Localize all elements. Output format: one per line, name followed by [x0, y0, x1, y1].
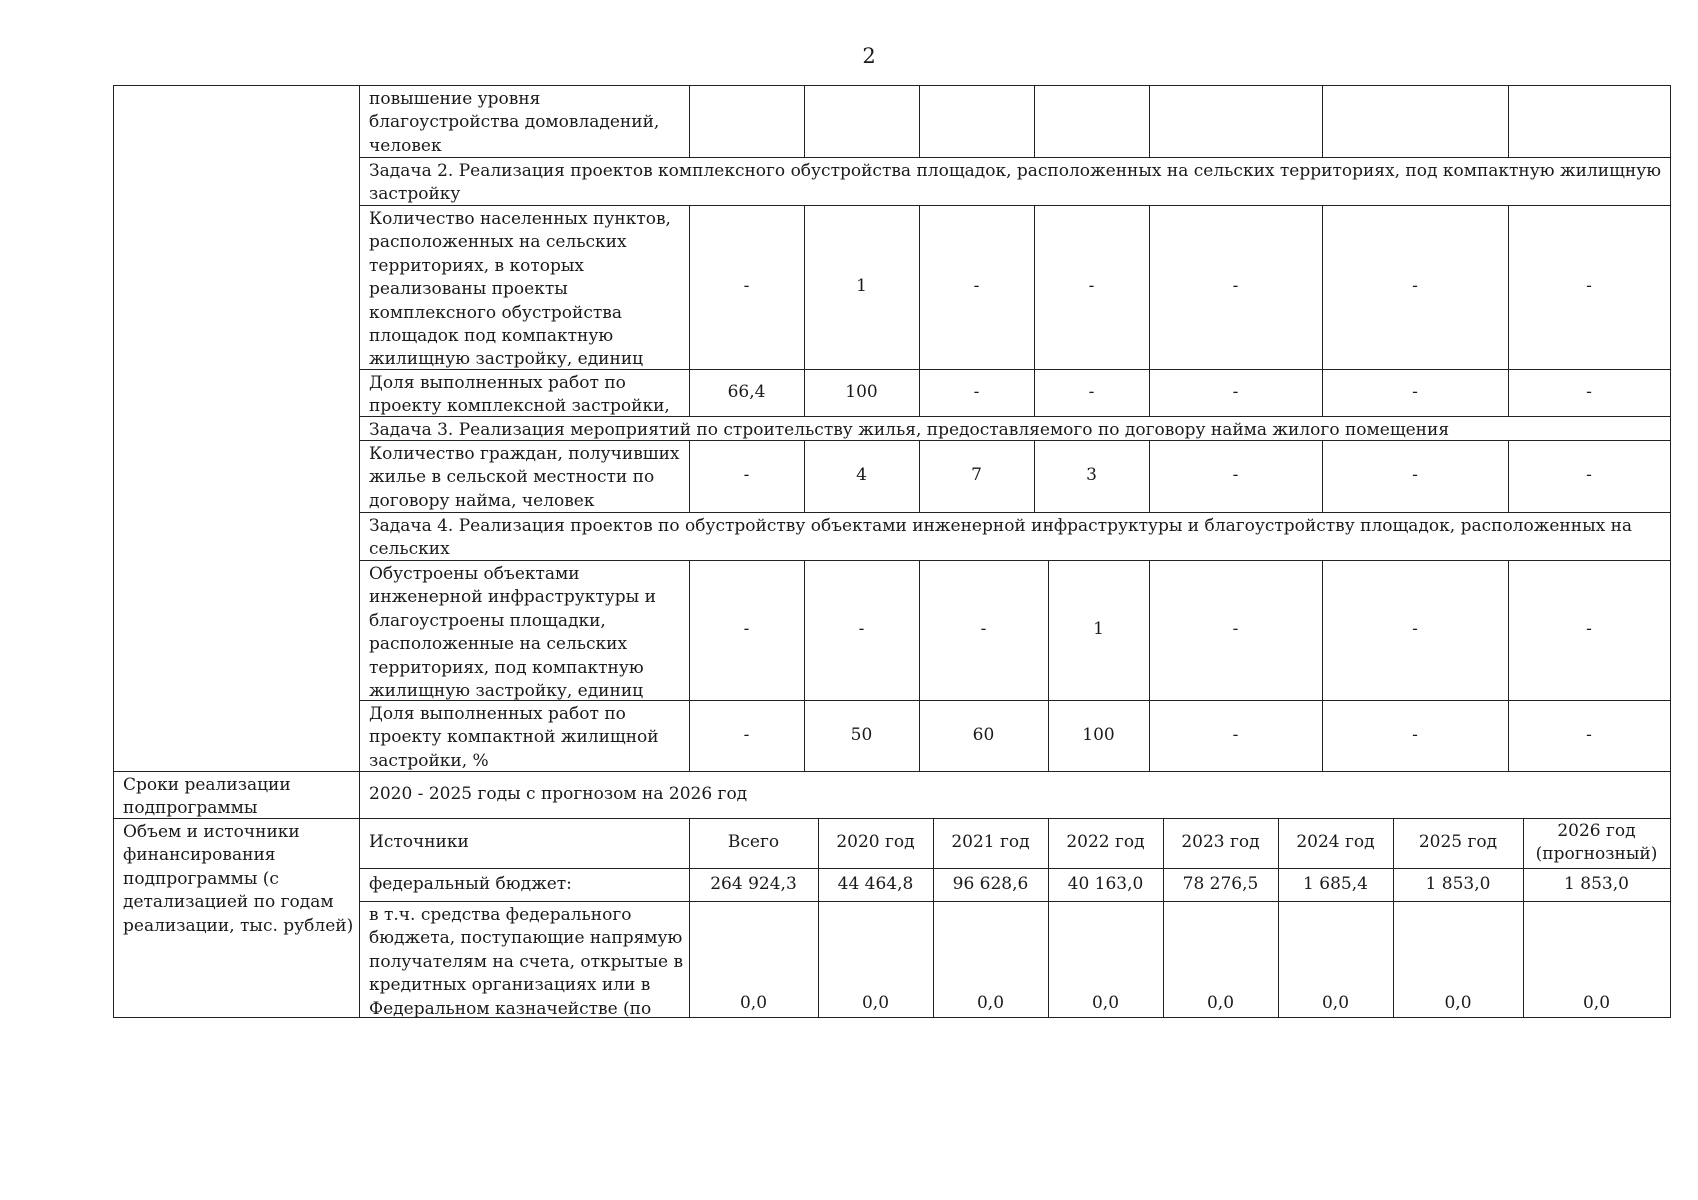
- citizens-value: -: [1412, 465, 1418, 486]
- table-border: [1034, 85, 1035, 157]
- settlements-value: -: [1232, 276, 1239, 297]
- year-header: Всего: [727, 832, 780, 853]
- indicator-settlements-label: Количество населенных пунктов, расположенных на сельских территориях, в которых реализованы проекты комплексного обустройства площадок под компактную жилищную застройку, единиц: [369, 209, 671, 369]
- federal-budget-value: 1 685,4: [1303, 873, 1368, 894]
- compact-share-value: -: [1412, 724, 1418, 745]
- table-border: [113, 85, 1671, 86]
- federal-budget-label: федеральный бюджет:: [369, 873, 572, 894]
- compact-share-value: -: [1586, 724, 1592, 745]
- year-header: 2021 год: [951, 832, 1030, 853]
- terms-label: Сроки реализации подпрограммы: [123, 775, 291, 818]
- sites-value: -: [980, 619, 987, 640]
- terms-value: 2020 - 2025 годы с прогнозом на 2026 год: [369, 783, 748, 804]
- indicator-sites-label: Обустроены объектами инженерной инфраструктуры и благоустроены площадки, расположенные на сельских территориях, под компактную жилищную застройку, единиц: [369, 564, 656, 700]
- table-border: [919, 85, 920, 157]
- sites-value: -: [1412, 619, 1418, 640]
- indicator-compact-share-label: Доля выполненных работ по проекту компактной жилищной застройки, %: [369, 704, 659, 771]
- year-header: 2022 год: [1066, 832, 1145, 853]
- indicator-citizens-label: Количество граждан, получивших жилье в сельской местности по договору найма, человек: [369, 444, 680, 511]
- direct-funds-label: в т.ч. средства федерального бюджета, поступающие напрямую получателям на счета, открытые в кредитных организациях или в Федеральном казначействе (по: [369, 905, 684, 1017]
- citizens-value: -: [743, 465, 750, 486]
- year-header: 2026 год (прогнозный): [1535, 820, 1658, 864]
- direct-funds-value: 0,0: [1321, 992, 1350, 1013]
- complex-share-value: -: [1232, 381, 1239, 402]
- direct-funds-value: 0,0: [976, 992, 1005, 1013]
- complex-share-value: -: [1412, 381, 1418, 402]
- table-border: [804, 85, 805, 157]
- federal-budget-value: 96 628,6: [952, 873, 1029, 894]
- indicator-improvement-label: повышение уровня благоустройства домовладений, человек: [369, 89, 660, 156]
- indicator-complex-share-label: Доля выполненных работ по проекту комплексной застройки,: [369, 373, 670, 416]
- complex-share-value: -: [973, 381, 980, 402]
- settlements-value: -: [1088, 276, 1095, 297]
- page-number: 2: [862, 44, 876, 68]
- settlements-value: -: [973, 276, 980, 297]
- citizens-value: -: [1586, 465, 1592, 486]
- citizens-value: 3: [1086, 465, 1097, 486]
- table-border: [689, 85, 690, 157]
- settlements-value: 1: [856, 276, 867, 297]
- task-4-heading: Задача 4. Реализация проектов по обустройству объектами инженерной инфраструктуры и благоустройству площадок, расположенных на сельских: [369, 516, 1633, 560]
- federal-budget-value: 1 853,0: [1425, 873, 1491, 894]
- settlements-value: -: [1412, 276, 1418, 297]
- year-header: 2025 год: [1418, 832, 1498, 853]
- sites-value: -: [743, 619, 750, 640]
- table-border: [113, 1017, 1671, 1018]
- year-header: 2023 год: [1181, 832, 1260, 853]
- compact-share-value: 50: [850, 724, 873, 745]
- table-border: [1508, 85, 1509, 157]
- complex-share-value: 66,4: [727, 381, 766, 402]
- year-header: 2024 год: [1296, 832, 1375, 853]
- sites-value: -: [1586, 619, 1592, 640]
- task-2-heading: Задача 2. Реализация проектов комплексного обустройства площадок, расположенных на сельских территориях, под компактную жилищную застройку: [369, 161, 1662, 205]
- sites-value: 1: [1093, 619, 1104, 640]
- header-sources: Источники: [369, 832, 469, 853]
- federal-budget-value: 264 924,3: [710, 873, 797, 894]
- direct-funds-value: 0,0: [861, 992, 890, 1013]
- compact-share-value: 100: [1082, 724, 1115, 745]
- citizens-value: 4: [856, 465, 867, 486]
- complex-share-value: -: [1586, 381, 1592, 402]
- citizens-value: -: [1232, 465, 1239, 486]
- complex-share-value: 100: [845, 381, 878, 402]
- complex-share-value: -: [1088, 381, 1095, 402]
- table-border: [1322, 85, 1323, 157]
- federal-budget-value: 40 163,0: [1067, 873, 1144, 894]
- year-header: 2020 год: [836, 832, 915, 853]
- financing-label: Объем и источники финансирования подпрограммы (с детализацией по годам реализации, тыс. рублей): [123, 822, 354, 936]
- task-3-heading: Задача 3. Реализация мероприятий по строительству жилья, предоставляемого по договору найма жилого помещения: [369, 420, 1450, 440]
- settlements-value: -: [1586, 276, 1592, 297]
- federal-budget-value: 44 464,8: [837, 873, 914, 894]
- sites-value: -: [1232, 619, 1239, 640]
- table-border: [1670, 85, 1671, 1017]
- table-border: [1149, 85, 1150, 157]
- compact-share-value: -: [743, 724, 750, 745]
- direct-funds-value: 0,0: [1091, 992, 1120, 1013]
- direct-funds-value: 0,0: [1206, 992, 1235, 1013]
- compact-share-value: -: [1232, 724, 1239, 745]
- direct-funds-value: 0,0: [1444, 992, 1472, 1013]
- citizens-value: 7: [971, 465, 982, 486]
- direct-funds-value: 0,0: [1582, 992, 1611, 1013]
- direct-funds-value: 0,0: [739, 992, 768, 1013]
- federal-budget-value: 78 276,5: [1182, 873, 1259, 894]
- federal-budget-value: 1 853,0: [1564, 873, 1629, 894]
- settlements-value: -: [743, 276, 750, 297]
- compact-share-value: 60: [972, 724, 995, 745]
- sites-value: -: [858, 619, 865, 640]
